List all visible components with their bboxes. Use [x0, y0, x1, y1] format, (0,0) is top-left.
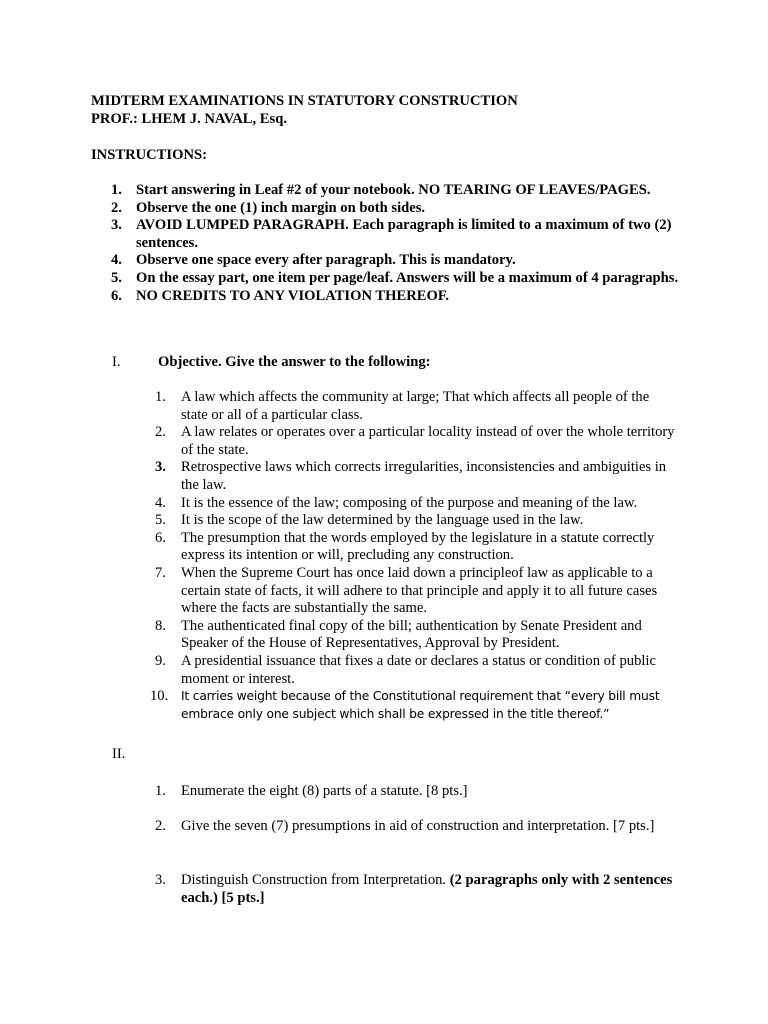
objective-item — [150, 688, 675, 723]
objective-number: 9. — [155, 652, 166, 669]
objective-text: A law which affects the community at large; That which affects all people of the state or all of a particular class. — [181, 389, 650, 423]
section-2-roman: II. — [112, 746, 126, 762]
exam-title: MIDTERM EXAMINATIONS IN STATUTORY CONSTRUCTION — [91, 93, 518, 109]
question-number: 1. — [155, 783, 166, 799]
instruction-text: On the essay part, one item per page/leaf. Answers will be a maximum of 4 paragraphs. — [136, 269, 679, 286]
instruction-number: 4. — [111, 252, 122, 269]
instruction-text: Start answering in Leaf #2 of your notebook. NO TEARING OF LEAVES/PAGES. — [136, 182, 651, 198]
objective-number: 2. — [155, 424, 166, 441]
objective-text: The authenticated final copy of the bill; authentication by Senate President and Speaker of the House of Representatives, Approval by President. — [181, 617, 642, 652]
objective-number: 3. — [155, 459, 166, 476]
objective-item — [155, 389, 675, 424]
instructions-list — [111, 182, 681, 305]
essay-question — [155, 818, 675, 836]
objective-number: 6. — [155, 529, 166, 546]
objective-text: It is the scope of the law determined by the language used in the law. — [181, 512, 584, 529]
objective-item — [155, 495, 675, 513]
question-text: Give the seven (7) presumptions in aid of construction and interpretation. [7 pts.] — [181, 818, 655, 834]
instruction-text: NO CREDITS TO ANY VIOLATION THEREOF. — [136, 287, 450, 304]
section-2-heading — [112, 746, 158, 764]
objective-text: A law relates or operates over a particular locality instead of over the whole territory of the state. — [181, 424, 675, 458]
question-text: Enumerate the eight (8) parts of a statute. [8 pts.] — [181, 783, 468, 799]
instruction-item — [111, 182, 681, 200]
objective-number: 1. — [155, 389, 166, 405]
section-1-roman: I. — [112, 354, 121, 370]
instruction-number: 1. — [111, 182, 122, 198]
objective-text: Retrospective laws which corrects irregularities, inconsistencies and ambiguities in the law. — [181, 459, 667, 493]
question-text-wrapper — [181, 872, 675, 907]
instruction-item — [111, 200, 681, 218]
instruction-item — [111, 270, 681, 288]
objective-number: 5. — [155, 512, 166, 529]
objective-item — [155, 565, 675, 618]
objective-number: 10. — [150, 688, 169, 705]
objective-text: It is the essence of the law; composing of the purpose and meaning of the law. — [181, 494, 638, 511]
objective-text: It carries weight because of the Constitutional requirement that “every bill must embrace only one subject which shall be expressed in the title thereof.” — [181, 689, 660, 721]
objective-text: The presumption that the words employed by the legislature in a statute correctly express its intention or will, precluding any construction. — [181, 529, 655, 564]
objective-list — [150, 389, 675, 723]
instruction-text: AVOID LUMPED PARAGRAPH. Each paragraph is limited to a maximum of two (2) sentences. — [136, 217, 672, 251]
instruction-number: 2. — [111, 199, 122, 216]
question-instruction: (2 paragraphs only with 2 sentences each.) [5 pts.] — [181, 872, 673, 906]
essay-question — [155, 872, 675, 907]
objective-number: 8. — [155, 617, 166, 634]
objective-number: 7. — [155, 564, 166, 581]
section-1-title: Objective. Give the answer to the following: — [158, 354, 431, 370]
section-1-heading — [112, 354, 431, 372]
instruction-item — [111, 288, 681, 306]
objective-text: When the Supreme Court has once laid down a principleof law as applicable to a certain state of facts, it will adhere to that principle and apply it to all future cases where the facts are substantially the same. — [181, 564, 658, 617]
instruction-number: 6. — [111, 287, 122, 304]
instruction-text: Observe one space every after paragraph. This is mandatory. — [136, 252, 516, 269]
instruction-number: 5. — [111, 269, 122, 286]
essay-question — [155, 783, 675, 801]
objective-item — [155, 459, 675, 494]
instruction-item — [111, 217, 681, 252]
objective-item — [155, 512, 675, 530]
question-text: Distinguish Construction from Interpretation. — [181, 872, 447, 888]
objective-item — [155, 618, 675, 653]
professor-line: PROF.: LHEM J. NAVAL, Esq. — [91, 111, 287, 127]
question-number: 3. — [155, 872, 166, 888]
objective-item — [155, 653, 675, 688]
instruction-number: 3. — [111, 217, 122, 234]
question-number: 2. — [155, 818, 166, 834]
instruction-text: Observe the one (1) inch margin on both sides. — [136, 199, 426, 216]
objective-item — [155, 530, 675, 565]
objective-number: 4. — [155, 494, 166, 511]
instruction-item — [111, 252, 681, 270]
objective-item — [155, 424, 675, 459]
objective-text: A presidential issuance that fixes a date or declares a status or condition of public moment or interest. — [181, 652, 656, 687]
instructions-heading: INSTRUCTIONS: — [91, 147, 207, 163]
